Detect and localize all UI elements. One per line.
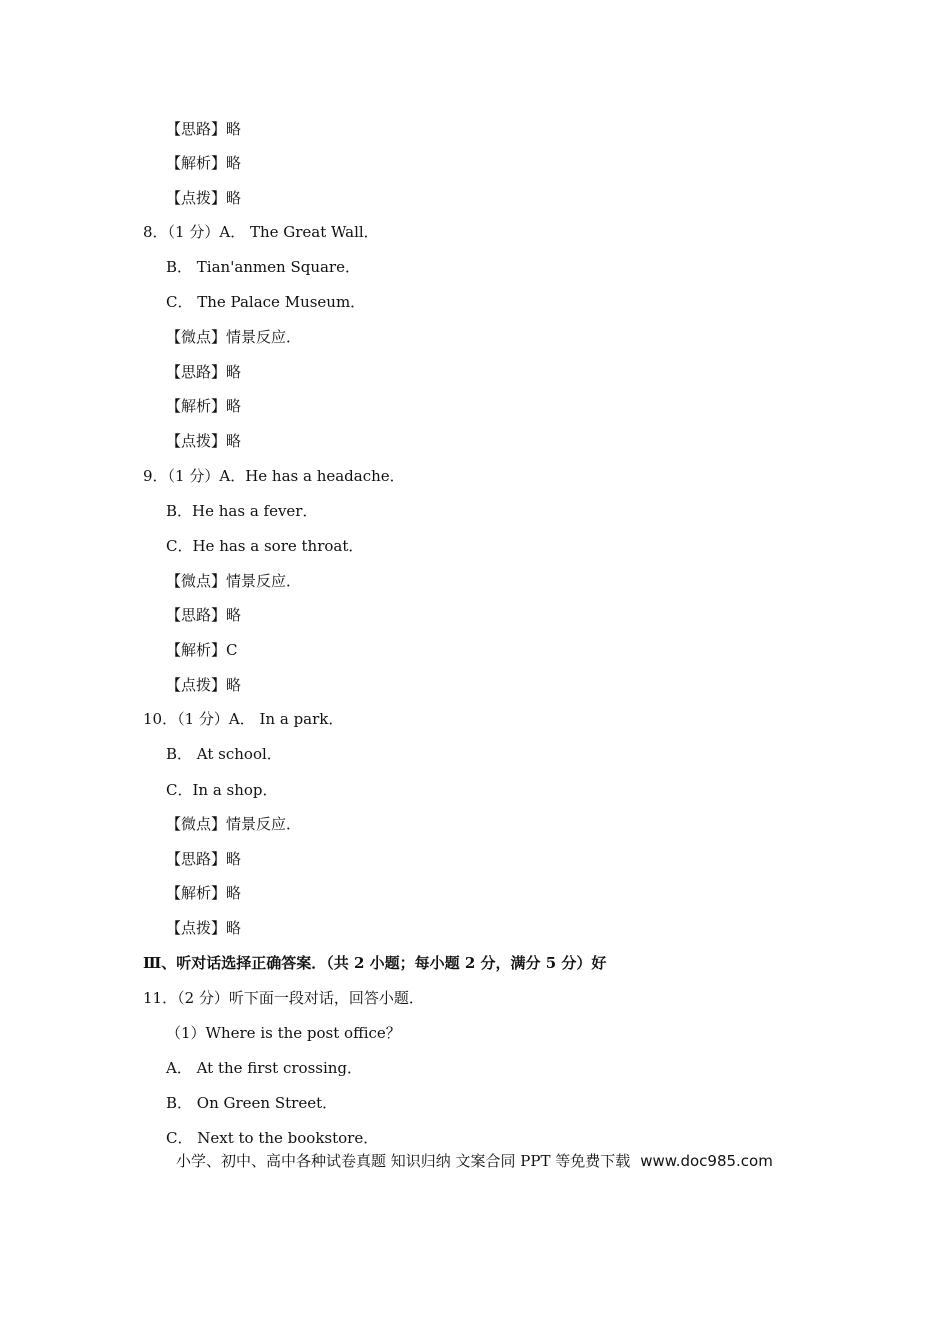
q11-subquestion-1: （1）Where is the post office？	[166, 1024, 401, 1042]
q10-silu: 【思路】略	[166, 850, 242, 868]
q9-weidian: 【微点】情景反应．	[166, 572, 302, 590]
page-footer	[176, 1151, 773, 1171]
q8-weidian: 【微点】情景反应．	[166, 328, 302, 346]
q9-dianbo: 【点拨】略	[166, 676, 242, 694]
q10-header: 10．（1 分）A． In a park．	[143, 710, 344, 728]
q7-silu: 【思路】略	[166, 120, 242, 138]
q8-option-c: C． The Palace Museum．	[166, 293, 366, 311]
q11-option-b: B． On Green Street．	[166, 1094, 338, 1112]
q9-option-c: C．He has a sore throat．	[166, 537, 364, 555]
q10-jiexi: 【解析】略	[166, 884, 242, 902]
q8-option-b: B． Tian'anmen Square．	[166, 258, 360, 276]
q9-header: 9．（1 分）A．He has a headache．	[143, 467, 405, 485]
q11-option-a: A． At the first crossing．	[166, 1059, 363, 1077]
q10-option-c: C．In a shop．	[166, 781, 278, 799]
footer-url[interactable]: www.doc985.com	[640, 1152, 773, 1170]
q11-header: 11．（2 分）听下面一段对话，回答小题．	[143, 989, 424, 1007]
q7-dianbo: 【点拨】略	[166, 189, 242, 207]
q8-silu: 【思路】略	[166, 363, 242, 381]
q7-jiexi: 【解析】略	[166, 154, 242, 172]
q10-dianbo: 【点拨】略	[166, 919, 242, 937]
q9-silu: 【思路】略	[166, 606, 242, 624]
q11-option-c: C． Next to the bookstore．	[166, 1129, 379, 1147]
q8-jiexi: 【解析】略	[166, 397, 242, 415]
q10-weidian: 【微点】情景反应．	[166, 815, 302, 833]
q8-dianbo: 【点拨】略	[166, 432, 242, 450]
q8-header: 8．（1 分）A． The Great Wall．	[143, 223, 379, 241]
footer-text: 小学、初中、高中各种试卷真题 知识归纳 文案合同 PPT 等免费下载	[176, 1152, 631, 1170]
q9-option-b: B．He has a fever．	[166, 502, 318, 520]
section-3-title: Ⅲ、听对话选择正确答案．（共 2 小题；每小题 2 分，满分 5 分）好	[143, 954, 607, 972]
q10-option-b: B． At school．	[166, 745, 282, 763]
q9-jiexi: 【解析】C	[166, 641, 238, 659]
